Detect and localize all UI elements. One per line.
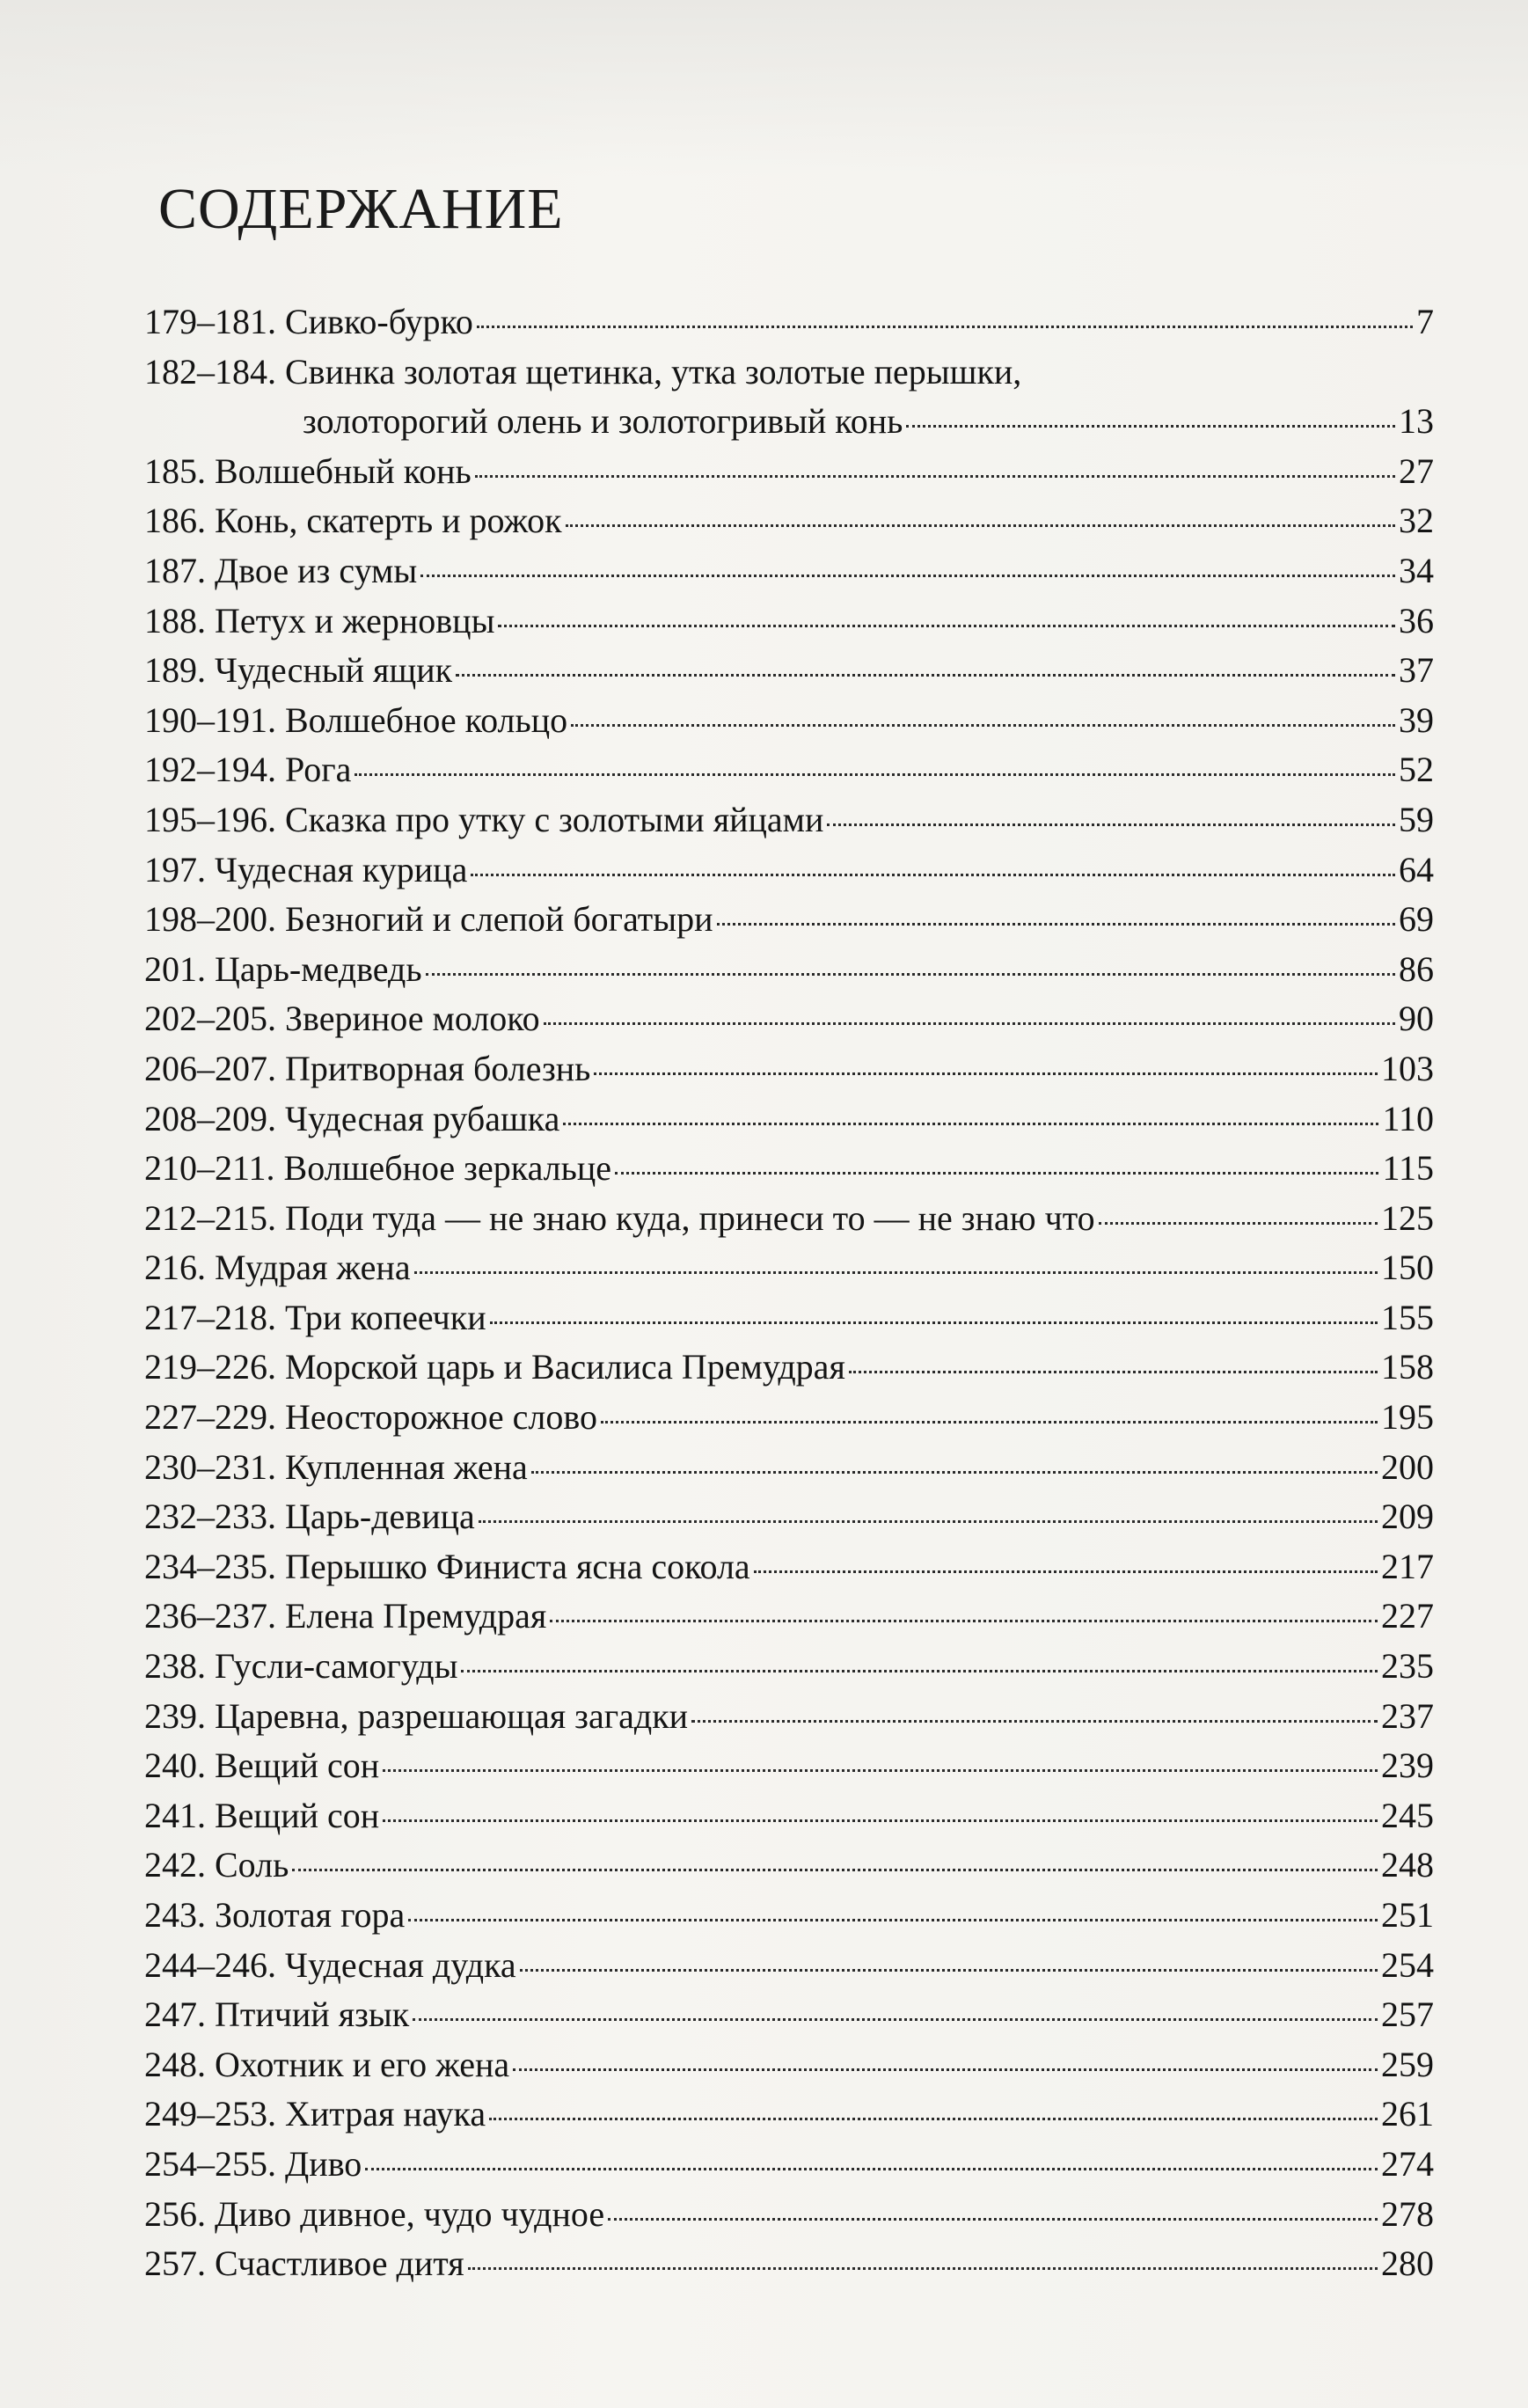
toc-entry-title: 240. Вещий сон <box>144 1746 380 1786</box>
toc-entry <box>144 1144 1434 1194</box>
toc-entry <box>144 745 1434 795</box>
toc-entry-title: 186. Конь, скатерть и рожок <box>144 501 562 541</box>
toc-entry <box>144 1741 1434 1791</box>
dot-leader <box>531 1471 1378 1474</box>
toc-entry-page: 36 <box>1399 600 1434 640</box>
toc-entry-page: 37 <box>1399 650 1434 691</box>
toc-entry-page: 158 <box>1381 1347 1434 1387</box>
toc-entry <box>144 1841 1434 1891</box>
toc-entry-page: 103 <box>1381 1048 1434 1088</box>
toc-entry-page: 239 <box>1381 1746 1434 1786</box>
toc-entry-title: 244–246. Чудесная дудка <box>144 1944 516 1985</box>
dot-leader <box>849 1371 1378 1373</box>
toc-entry-title: 210–211. Волшебное зеркальце <box>144 1148 612 1189</box>
toc-entry-page: 27 <box>1399 450 1434 491</box>
dot-leader <box>827 823 1395 826</box>
toc-entry <box>144 945 1434 995</box>
dot-leader <box>601 1421 1378 1424</box>
toc-entry <box>144 546 1434 597</box>
dot-leader <box>566 524 1395 527</box>
dot-leader <box>571 724 1395 727</box>
toc-entry-page: 7 <box>1416 302 1434 341</box>
dot-leader <box>479 1520 1378 1523</box>
toc-entry-page: 274 <box>1381 2143 1434 2184</box>
dot-leader <box>550 1620 1378 1622</box>
toc-entry-page: 90 <box>1399 999 1434 1039</box>
toc-entry-title: 190–191. Волшебное кольцо <box>144 699 568 740</box>
toc-entry-title: 188. Петух и жерновцы <box>144 600 495 640</box>
dot-leader <box>544 1022 1395 1025</box>
dot-leader <box>365 2168 1378 2170</box>
toc-entry-title: 234–235. Перышко Финиста ясна сокола <box>144 1546 750 1586</box>
toc-entry-title: 257. Счастливое дитя <box>144 2243 464 2284</box>
toc-entry-page: 34 <box>1399 550 1434 590</box>
toc-entry <box>144 2090 1434 2140</box>
toc-entry-title: золоторогий олень и золотогривый конь <box>303 401 903 442</box>
toc-entry-page: 13 <box>1399 401 1434 442</box>
dot-leader <box>906 425 1395 428</box>
toc-entry-page: 52 <box>1399 750 1434 790</box>
toc-entry-title: 192–194. Рога <box>144 750 352 790</box>
toc-entry <box>144 1293 1434 1343</box>
toc-entry <box>144 348 1434 447</box>
toc-entry-title: 256. Диво дивное, чудо чудное <box>144 2193 605 2234</box>
toc-entry-title: 236–237. Елена Премудрая <box>144 1596 547 1636</box>
toc-entry-page: 110 <box>1382 1098 1434 1138</box>
dot-leader <box>754 1570 1378 1573</box>
toc-entry-title: 238. Гусли-самогуды <box>144 1646 458 1687</box>
toc-entry <box>144 1941 1434 1991</box>
toc-entry-title: 195–196. Сказка про утку с золотыми яйцами <box>144 799 824 839</box>
toc-entry <box>144 1990 1434 2040</box>
toc-entry-page: 278 <box>1381 2193 1434 2234</box>
dot-leader <box>477 326 1413 328</box>
dot-leader <box>420 575 1395 577</box>
toc-entry-page: 245 <box>1381 1795 1434 1835</box>
toc-entry-title: 198–200. Безногий и слепой богатыри <box>144 899 713 940</box>
toc-entry-page: 257 <box>1381 1994 1434 2035</box>
toc-entry-title: 249–253. Хитрая наука <box>144 2094 486 2134</box>
dot-leader <box>608 2218 1378 2221</box>
toc-entry-page: 195 <box>1381 1397 1434 1438</box>
toc-entry-title: 247. Птичий язык <box>144 1994 410 2035</box>
toc-entry <box>144 1194 1434 1244</box>
toc-entry <box>144 1642 1434 1692</box>
toc-entry-page: 248 <box>1381 1845 1434 1885</box>
dot-leader <box>594 1072 1378 1075</box>
toc-entry-title: 217–218. Три копеечки <box>144 1297 486 1337</box>
toc-entry-page: 64 <box>1399 849 1434 889</box>
toc-entry <box>144 646 1434 696</box>
dot-leader <box>468 2267 1378 2270</box>
toc-entry-title: 243. Золотая гора <box>144 1895 406 1935</box>
toc-entry-page: 261 <box>1381 2094 1434 2134</box>
toc-entry-title: 216. Мудрая жена <box>144 1248 411 1288</box>
toc-entry <box>144 845 1434 896</box>
dot-leader <box>471 874 1395 876</box>
toc-entry-page: 237 <box>1381 1695 1434 1736</box>
toc-entry-page: 235 <box>1381 1646 1434 1687</box>
dot-leader <box>717 923 1395 926</box>
dot-leader <box>490 1321 1378 1324</box>
toc-entry-page: 125 <box>1381 1197 1434 1238</box>
toc-entry-title-line1: 182–184. Свинка золотая щетинка, утка золотые перышки, <box>144 351 1022 392</box>
toc-entry <box>144 447 1434 497</box>
toc-entry-page: 86 <box>1399 948 1434 989</box>
toc-entry-title: 232–233. Царь-девица <box>144 1497 475 1537</box>
toc-entry <box>144 1791 1434 1841</box>
dot-leader <box>456 674 1395 677</box>
toc-entry <box>144 2190 1434 2240</box>
toc-entry <box>144 1692 1434 1742</box>
dot-leader <box>498 625 1395 627</box>
toc-entry <box>144 1592 1434 1642</box>
toc-entry-title: 197. Чудесная курица <box>144 849 468 889</box>
toc-entry-page: 150 <box>1381 1248 1434 1288</box>
toc-entry-title: 202–205. Звериное молоко <box>144 999 540 1039</box>
toc-entry-title: 189. Чудесный ящик <box>144 650 453 691</box>
dot-leader <box>1099 1222 1378 1225</box>
toc-entry <box>144 496 1434 546</box>
toc-entry-title: 208–209. Чудесная рубашка <box>144 1098 560 1138</box>
toc-entry-title: 227–229. Неосторожное слово <box>144 1397 597 1438</box>
dot-leader <box>426 973 1395 976</box>
dot-leader <box>563 1123 1378 1125</box>
toc-entry <box>144 1393 1434 1443</box>
toc-entry-title: 230–231. Купленная жена <box>144 1446 528 1487</box>
dot-leader <box>292 1869 1378 1871</box>
page-title: СОДЕРЖАНИЕ <box>158 177 564 241</box>
toc-entry <box>144 696 1434 746</box>
toc-entry <box>144 2140 1434 2190</box>
toc-entry-title: 187. Двое из сумы <box>144 550 418 590</box>
dot-leader <box>475 475 1395 478</box>
toc-entry <box>144 597 1434 647</box>
toc-entry-page: 217 <box>1381 1546 1434 1586</box>
toc-entry <box>144 1891 1434 1941</box>
toc-entry-page: 209 <box>1381 1497 1434 1537</box>
dot-leader <box>691 1720 1378 1723</box>
toc-entry-title: 179–181. Сивко-бурко <box>144 302 473 341</box>
toc-entry <box>144 1542 1434 1592</box>
toc-entry-title: 212–215. Поди туда — не знаю куда, принеси то — не знаю что <box>144 1197 1095 1238</box>
toc-entry-title: 219–226. Морской царь и Василиса Премудрая <box>144 1347 845 1387</box>
toc-entry <box>144 297 1434 348</box>
toc-entry <box>144 1243 1434 1293</box>
toc-entry-title: 241. Вещий сон <box>144 1795 380 1835</box>
dot-leader <box>383 1769 1378 1772</box>
dot-leader <box>520 1969 1378 1972</box>
table-of-contents <box>144 297 1434 2289</box>
toc-entry <box>144 1492 1434 1542</box>
toc-entry <box>144 1094 1434 1145</box>
toc-entry <box>144 895 1434 945</box>
toc-entry-page: 155 <box>1381 1297 1434 1337</box>
toc-entry-page: 251 <box>1381 1895 1434 1935</box>
toc-entry-title: 185. Волшебный конь <box>144 450 472 491</box>
page-shadow <box>0 0 1528 176</box>
toc-entry-page: 32 <box>1399 501 1434 541</box>
toc-entry-title: 254–255. Диво <box>144 2143 362 2184</box>
toc-entry <box>144 1343 1434 1393</box>
toc-entry-page: 200 <box>1381 1446 1434 1487</box>
dot-leader <box>408 1919 1378 1921</box>
toc-entry <box>144 1044 1434 1094</box>
dot-leader <box>489 2118 1378 2120</box>
toc-entry-page: 39 <box>1399 699 1434 740</box>
dot-leader <box>414 1271 1378 1274</box>
toc-entry-title: 242. Соль <box>144 1845 289 1885</box>
toc-entry-page: 259 <box>1381 2044 1434 2084</box>
toc-entry-page: 280 <box>1381 2243 1434 2284</box>
toc-entry <box>144 994 1434 1044</box>
toc-entry <box>144 2040 1434 2090</box>
toc-entry-title: 239. Царевна, разрешающая загадки <box>144 1695 689 1736</box>
toc-entry-page: 59 <box>1399 799 1434 839</box>
toc-entry-page: 254 <box>1381 1944 1434 1985</box>
toc-entry <box>144 2239 1434 2289</box>
toc-entry <box>144 1443 1434 1493</box>
toc-entry-page: 227 <box>1381 1596 1434 1636</box>
dot-leader <box>513 2068 1378 2071</box>
toc-entry <box>144 795 1434 845</box>
toc-entry-title: 206–207. Притворная болезнь <box>144 1048 591 1088</box>
dot-leader <box>461 1670 1378 1672</box>
dot-leader <box>615 1172 1378 1175</box>
toc-entry-page: 115 <box>1382 1148 1434 1189</box>
dot-leader <box>383 1819 1378 1822</box>
toc-entry-title: 248. Охотник и его жена <box>144 2044 510 2084</box>
dot-leader <box>355 773 1395 776</box>
toc-entry-page: 69 <box>1399 899 1434 940</box>
toc-entry-title: 201. Царь-медведь <box>144 948 422 989</box>
dot-leader <box>413 2018 1378 2021</box>
